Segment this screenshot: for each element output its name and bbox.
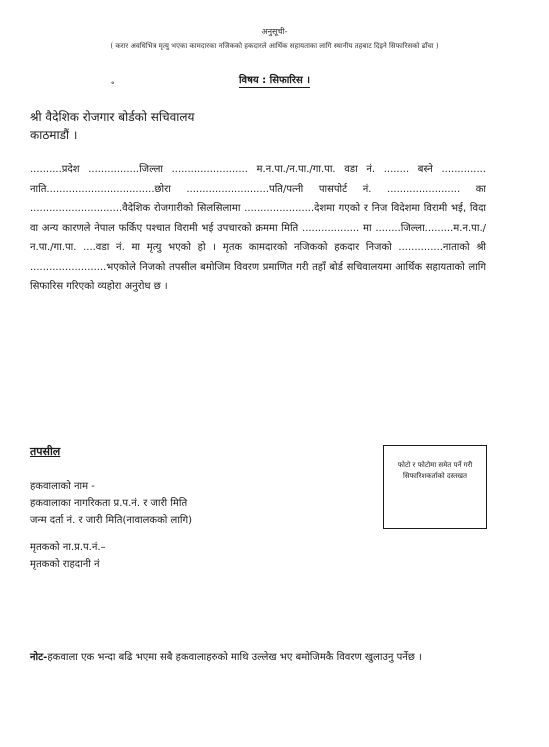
footer-note <box>30 649 422 663</box>
subject-text: विषय : सिफारिस । <box>238 75 311 86</box>
note-label: नोट- <box>30 652 48 663</box>
addressee-city: काठमाडौं । <box>30 128 78 142</box>
detail-deceased-citizenship: मृतकको ना.प्र.प.नं.– <box>30 542 106 553</box>
stray-mark: ॰ <box>111 79 115 88</box>
body-paragraph: ..........प्रदेश ................जिल्ला ........................ म.न.पा./न.पा./गा.पा. वडा नं. ........ बस्ने .............. नाति..................................छोरा ..........................पति/पत्नी पासपोर्ट नं. ....................... का .............................वैदेशिक रोजगारीको सिलसिलामा ......................देशमा गएको र निज विदेशमा विरामी भई, विदा वा अन्य कारणले नेपाल फर्किए पश्चात विरामी भई उपचारको क्रममा मिति .................. मा ........जिल्ला.........म.न.पा./न.पा./गा.पा. ....वडा नं. मा मृत्यु भएको हो । मृतक कामदारको नजिकको हकदार निजको ..............नाताको श्री ........................भएकोले निजको तपसील बमोजिम विवरण प्रमाणित गरी तहाँ बोर्ड सचिवालयमा आर्थिक सहायताको लागि सिफारिस गरिएको व्यहोरा अनुरोध छ । <box>30 164 486 292</box>
note-text: हकवाला एक भन्दा बढि भएमा सबै हकवालाहरुको माथि उल्लेख भए बमोजिमकै विवरण खुलाउनु पर्नेछ । <box>47 652 422 663</box>
detail-heir-citizenship: हकवालाका नागरिकता प्र.प.नं. र जारी मिति <box>30 498 188 509</box>
detail-deceased-passport: मृतकको राहदानी नं <box>30 559 100 570</box>
annex-label: अनुसूची- <box>261 27 288 36</box>
photo-signature-box: फोटो र फोटोमा समेत पर्ने गरी सिफारिशकर्ताको दस्तखत <box>383 445 487 529</box>
addressee-line: श्री वैदेशिक रोजगार बोर्डको सचिवालय <box>30 110 195 124</box>
details-heading: तपसील <box>30 445 61 458</box>
subject-heading <box>0 72 549 86</box>
detail-birth-registration: जन्म दर्ता नं. र जारी मिति(नावालकको लागि) <box>30 515 193 526</box>
form-subtitle: ( करार अवधिभित्र मृत्यु भएका कामदारका नजिकको हकदारले आर्थिक सहायताका लागि स्थानीय तहबाट दिइने सिफारिसको ढाँचा ) <box>110 42 439 50</box>
detail-heir-name: हकवालाको नाम - <box>30 481 95 492</box>
